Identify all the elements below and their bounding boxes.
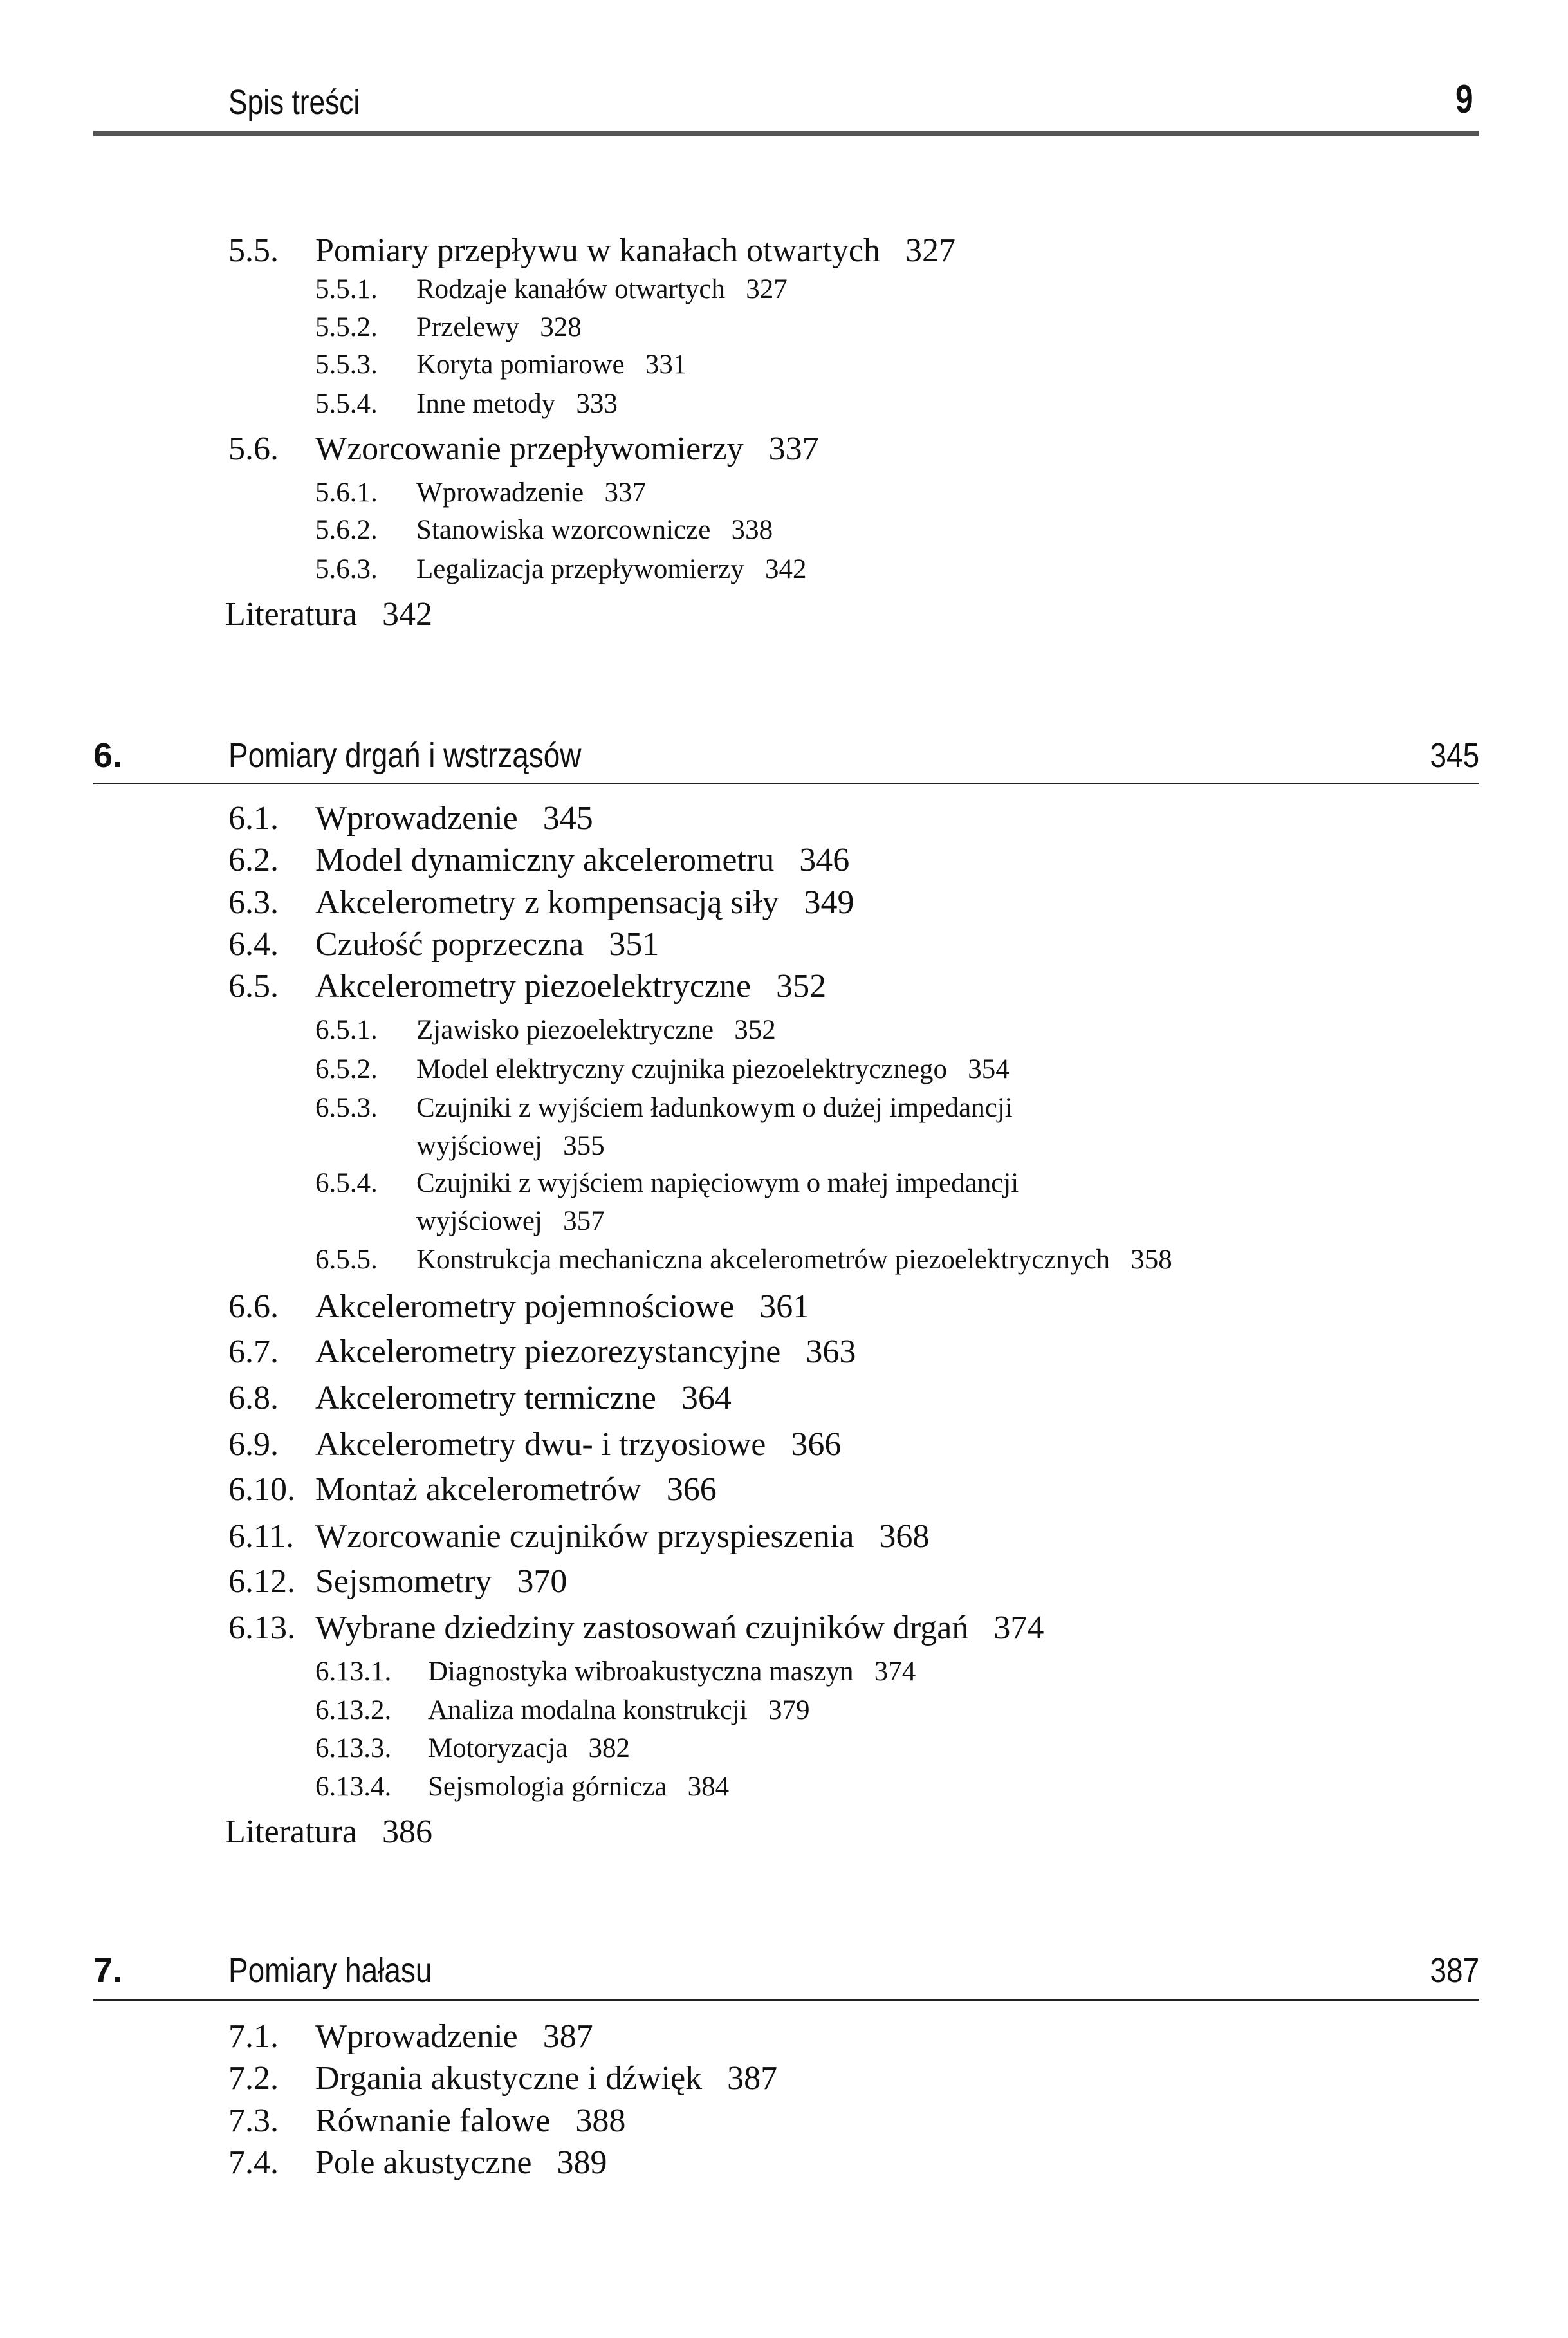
entry-title: Akcelerometry dwu- i trzyosiowe [315,1426,766,1463]
entry-page: 352 [776,968,827,1005]
entry-title: Czujniki z wyjściem napięciowym o małej impedancji [416,1168,1019,1198]
entry-page: 363 [806,1333,856,1370]
entry-number: 7.3. [228,2102,279,2139]
entry-title: Wprowadzenie [315,2018,518,2055]
entry-title-continuation: wyjściowej [416,1206,542,1236]
entry-number: 6.3. [228,884,279,921]
entry-number: 6.13.3. [315,1733,392,1763]
entry-title: Inne metody [416,389,556,419]
entry-page: 355 [563,1131,605,1161]
entry-number: 7.1. [228,2018,279,2055]
header-rule [93,131,1479,136]
entry-page: 361 [759,1288,810,1325]
entry-number: 7.4. [228,2144,279,2181]
entry-number: 7.2. [228,2060,279,2097]
entry-title: Pomiary przepływu w kanałach otwartych [315,232,880,269]
entry-number: 6.13.4. [315,1772,392,1802]
entry-number: 5.6.1. [315,478,378,508]
chapter-title: Pomiary drgań i wstrząsów [228,736,582,775]
entry-number: 6.7. [228,1333,279,1370]
entry-page: 366 [791,1426,842,1463]
entry-title: Czułość poprzeczna [315,926,584,963]
entry-title: Analiza modalna konstrukcji [428,1695,748,1725]
entry-title: Akcelerometry termiczne [315,1380,656,1416]
chapter-rule [93,783,1479,784]
entry-title: Stanowiska wzorcownicze [416,515,711,545]
entry-title: Zjawisko piezoelektryczne [416,1015,714,1045]
entry-title: Model elektryczny czujnika piezoelektrycznego [416,1054,947,1084]
entry-title: Diagnostyka wibroakustyczna maszyn [428,1656,854,1687]
entry-number: 5.6.3. [315,554,378,584]
entry-title: Pole akustyczne [315,2144,532,2181]
entry-page: 342 [382,596,432,633]
entry-title: Przelewy [416,312,519,342]
entry-title: Akcelerometry piezorezystancyjne [315,1333,781,1370]
entry-number: 5.5.4. [315,389,378,419]
entry-number: 6.11. [228,1518,295,1555]
entry-number: 5.5.1. [315,274,378,304]
entry-page: 366 [666,1471,717,1508]
chapter-title: Pomiary hałasu [228,1951,432,1990]
entry-title: Czujniki z wyjściem ładunkowym o dużej impedancji [416,1093,1013,1123]
entry-title: Sejsmologia górnicza [428,1772,667,1802]
entry-number: 5.5.3. [315,349,378,380]
entry-number: 6.5.1. [315,1015,378,1045]
chapter-page: 345 [1430,736,1479,775]
entry-page: 382 [588,1733,631,1763]
entry-number: 6.13. [228,1610,295,1646]
entry-number: 6.5.3. [315,1093,378,1123]
entry-number: 6.6. [228,1288,279,1325]
entry-number: 6.1. [228,800,279,837]
entry-number: 6.13.2. [315,1695,392,1725]
entry-page: 349 [804,884,854,921]
entry-title: Wybrane dziedziny zastosowań czujników drgań [315,1610,969,1646]
entry-page: 331 [645,349,687,380]
entry-page: 345 [542,800,593,837]
entry-number: 6.2. [228,842,279,878]
entry-page: 357 [563,1206,605,1236]
entry-title: Wprowadzenie [416,478,584,508]
entry-title-continuation: wyjściowej [416,1131,542,1161]
entry-number: 5.6.2. [315,515,378,545]
entry-number: 6.5.5. [315,1245,378,1275]
chapter-number: 7. [93,1951,123,1990]
entry-title: Model dynamiczny akcelerometru [315,842,775,878]
entry-page: 327 [905,232,955,269]
entry-title: Motoryzacja [428,1733,568,1763]
entry-page: 342 [765,554,807,584]
entry-number: 6.13.1. [315,1656,392,1687]
entry-title: Koryta pomiarowe [416,349,625,380]
entry-number: 6.5.2. [315,1054,378,1084]
entry-page: 387 [727,2060,778,2097]
entry-title: Rodzaje kanałów otwartych [416,274,725,304]
entry-page: 389 [557,2144,607,2181]
entry-page: 379 [768,1695,810,1725]
entry-title: Literatura [225,596,357,633]
entry-page: 358 [1130,1245,1172,1275]
entry-page: 351 [609,926,659,963]
entry-number: 6.8. [228,1380,279,1416]
entry-title: Konstrukcja mechaniczna akcelerometrów piezoelektrycznych [416,1245,1111,1275]
entry-page: 328 [540,312,582,342]
entry-title: Akcelerometry pojemnościowe [315,1288,735,1325]
entry-title: Wzorcowanie czujników przyspieszenia [315,1518,854,1555]
entry-title: Montaż akcelerometrów [315,1471,641,1508]
entry-number: 6.10. [228,1471,295,1508]
entry-number: 5.5.2. [315,312,378,342]
entry-page: 354 [968,1054,1010,1084]
entry-number: 6.5.4. [315,1168,378,1198]
entry-title: Drgania akustyczne i dźwięk [315,2060,703,2097]
entry-page: 337 [768,431,819,467]
entry-page: 370 [517,1563,567,1600]
entry-page: 327 [746,274,788,304]
entry-page: 368 [879,1518,930,1555]
entry-page: 346 [799,842,850,878]
entry-page: 338 [731,515,773,545]
chapter-number: 6. [93,736,123,775]
entry-page: 374 [993,1610,1044,1646]
entry-number: 6.12. [228,1563,295,1600]
entry-page: 337 [604,478,646,508]
chapter-rule [93,1999,1479,2001]
entry-title: Literatura [225,1814,357,1850]
entry-number: 6.9. [228,1426,279,1463]
entry-page: 386 [382,1814,432,1850]
entry-page: 384 [687,1772,730,1802]
entry-number: 6.5. [228,968,279,1005]
chapter-page: 387 [1430,1951,1479,1990]
entry-title: Akcelerometry piezoelektryczne [315,968,752,1005]
entry-number: 5.6. [228,431,279,467]
entry-title: Wzorcowanie przepływomierzy [315,431,744,467]
running-header-title: Spis treści [228,83,360,122]
entry-title: Legalizacja przepływomierzy [416,554,744,584]
entry-title: Równanie falowe [315,2102,551,2139]
entry-title: Akcelerometry z kompensacją siły [315,884,779,921]
entry-title: Wprowadzenie [315,800,518,837]
entry-page: 374 [874,1656,916,1687]
entry-page: 387 [542,2018,593,2055]
entry-page: 333 [576,389,618,419]
entry-number: 5.5. [228,232,279,269]
entry-number: 6.4. [228,926,279,963]
entry-title: Sejsmometry [315,1563,492,1600]
entry-page: 388 [575,2102,626,2139]
entry-page: 352 [734,1015,776,1045]
page-number: 9 [1455,77,1473,122]
entry-page: 364 [681,1380,732,1416]
